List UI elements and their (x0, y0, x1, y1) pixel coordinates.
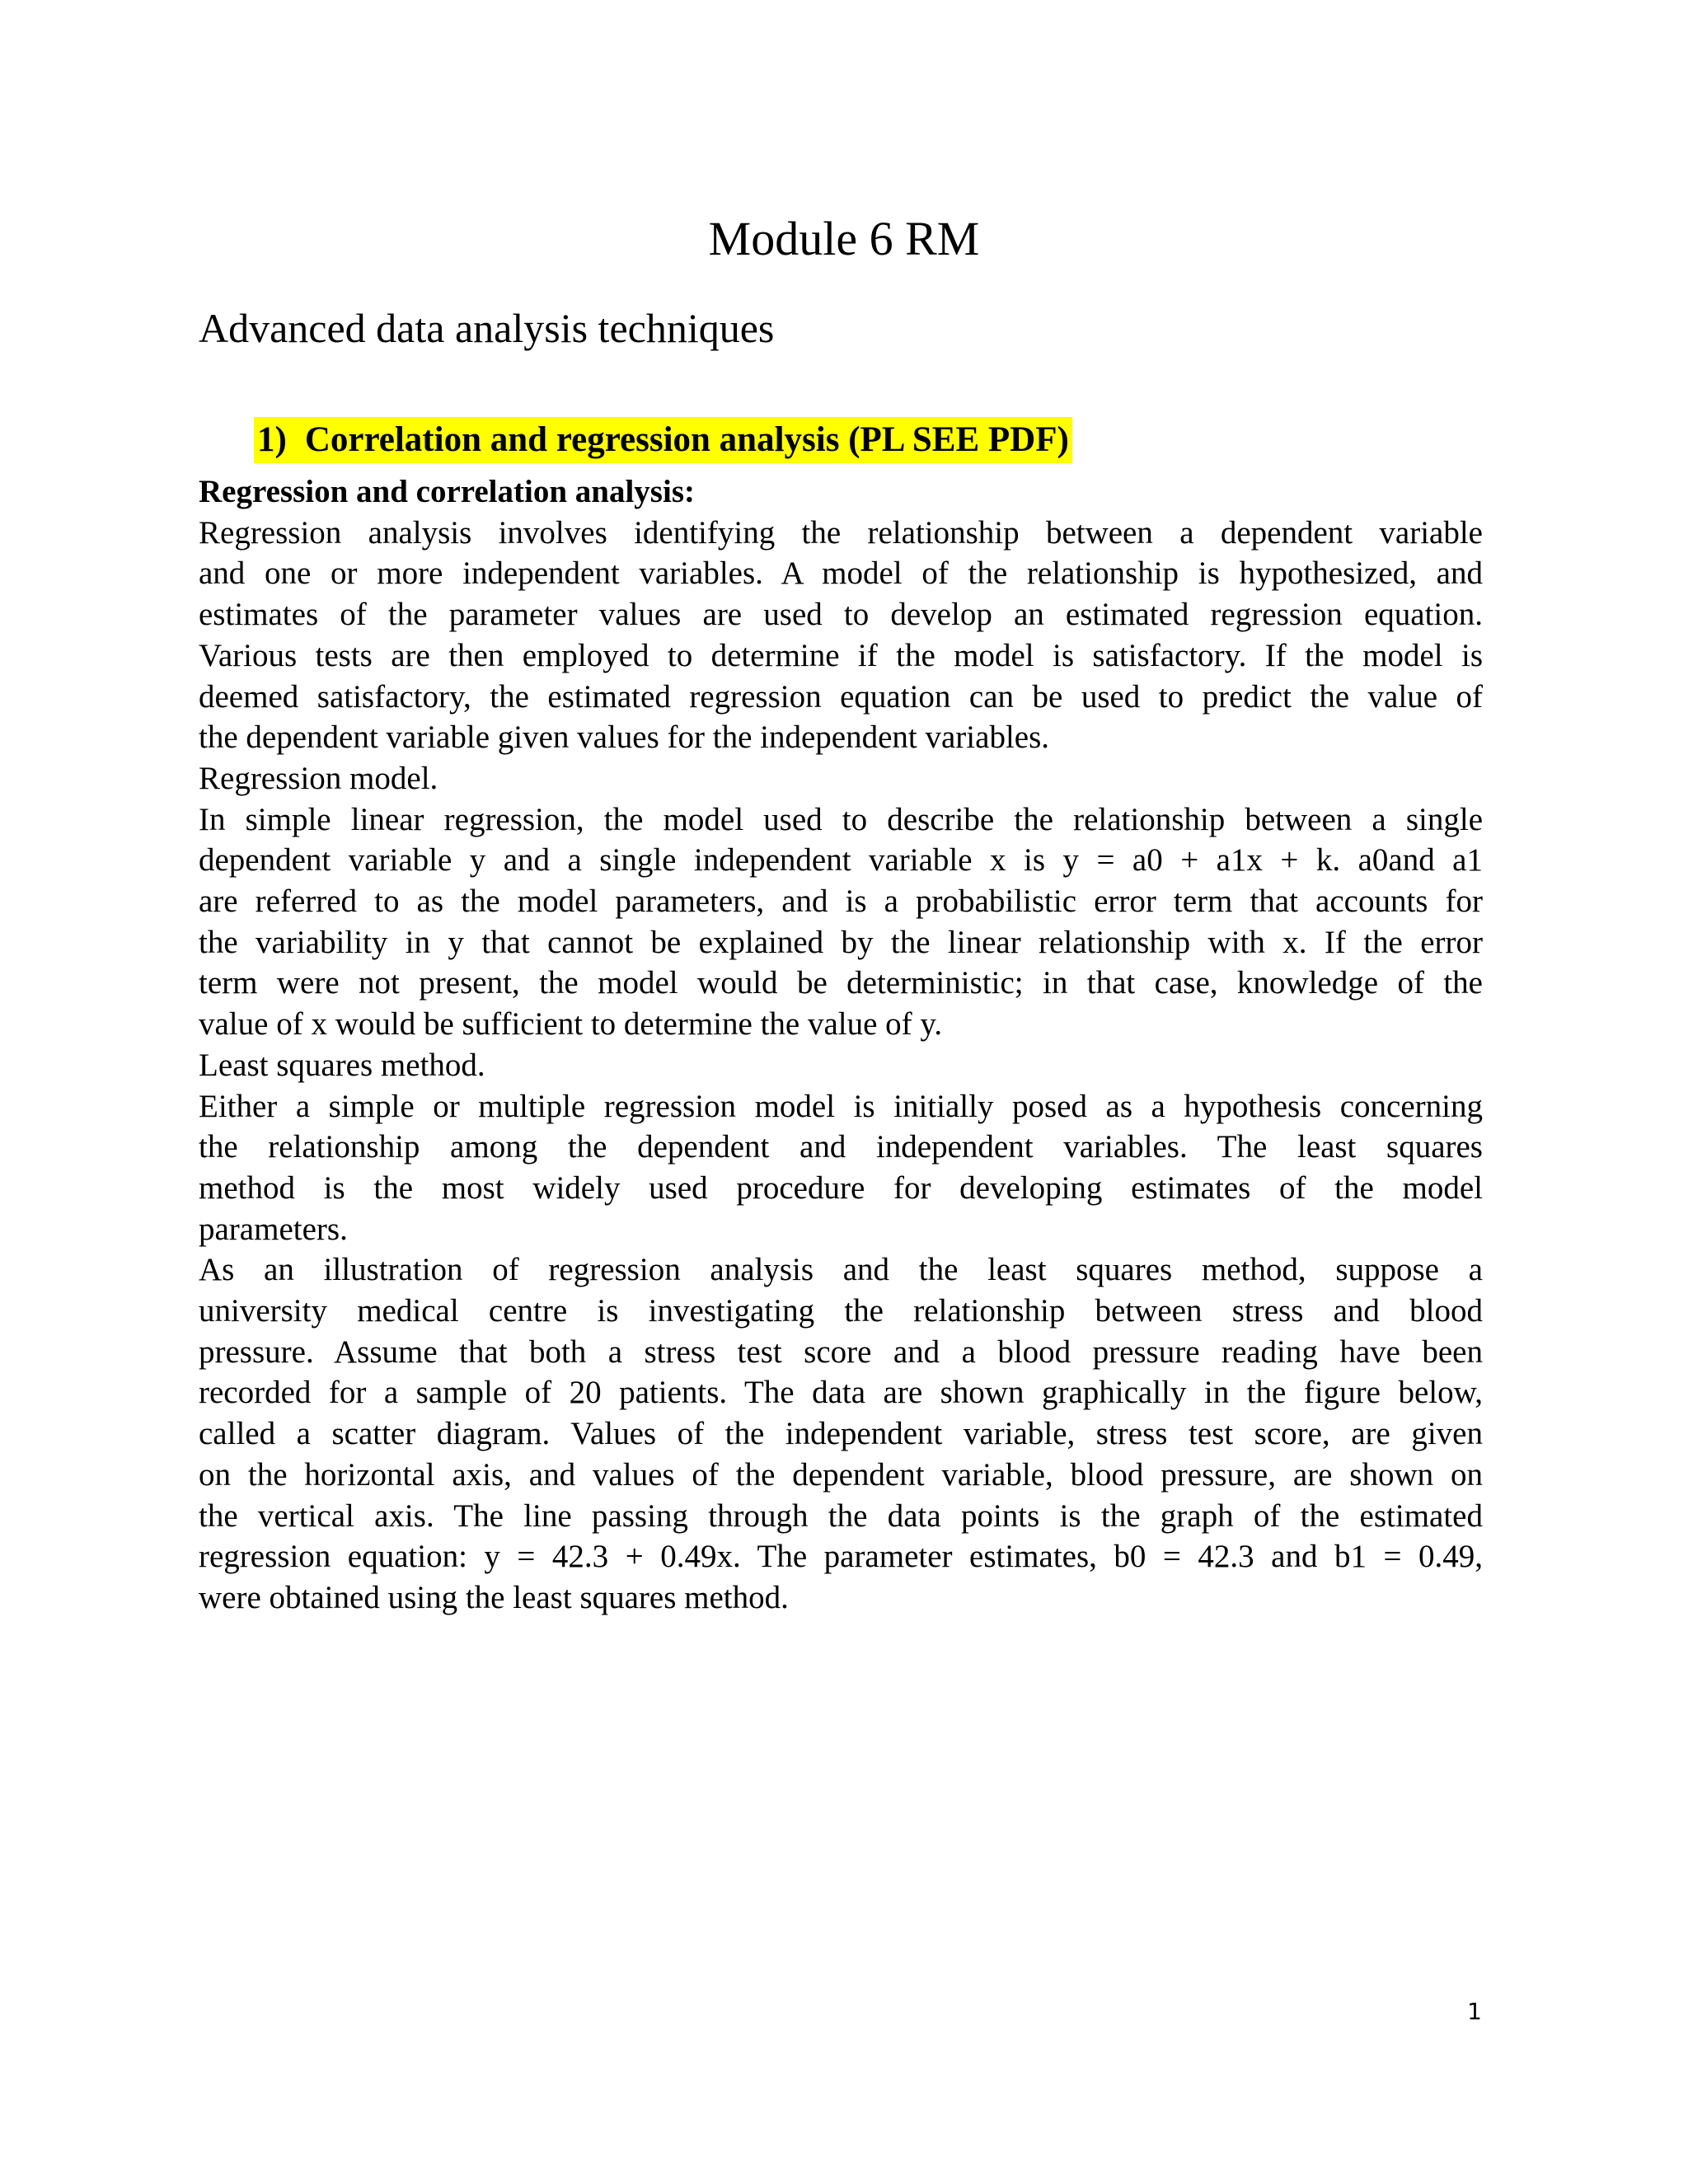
paragraph-line: term were not present, the model would be deterministic; in that case, knowledge of the (199, 965, 1483, 1001)
paragraph-line: the vertical axis. The line passing through the data points is the graph of the estimated (199, 1497, 1483, 1534)
document-subtitle: Advanced data analysis techniques (199, 305, 775, 351)
paragraph-line: In simple linear regression, the model used to describe the relationship between a single (199, 801, 1483, 837)
paragraph-line: the relationship among the dependent and independent variables. The least squares (199, 1129, 1483, 1165)
section-heading-highlighted (254, 417, 1072, 463)
paragraph-least-squares (199, 1086, 1483, 1250)
paragraph-line: As an illustration of regression analysis and the least squares method, suppose a (199, 1252, 1483, 1288)
paragraph-line: pressure. Assume that both a stress test score and a blood pressure reading have been (199, 1333, 1483, 1370)
paragraph-illustration (199, 1249, 1483, 1618)
paragraph-line: dependent variable y and a single independent variable x is y = a0 + a1x + k. a0and a1 (199, 842, 1483, 879)
least-squares-heading: Least squares method. (199, 1047, 485, 1083)
page-number: 1 (1467, 1998, 1482, 2025)
model-heading: Regression model. (199, 760, 438, 796)
paragraph-line: were obtained using the least squares method. (199, 1579, 789, 1615)
paragraph-line: regression equation: y = 42.3 + 0.49x. The parameter estimates, b0 = 42.3 and b1 = 0.49, (199, 1539, 1483, 1575)
section-heading-text: Correlation and regression analysis (PL SEE PDF) (304, 420, 1069, 459)
paragraph-line: Either a simple or multiple regression model is initially posed as a hypothesis concerning (199, 1088, 1483, 1124)
paragraph-line: the variability in y that cannot be explained by the linear relationship with x. If the error (199, 924, 1483, 960)
paragraph-intro (199, 513, 1483, 758)
paragraph-line: Regression analysis involves identifying the relationship between a dependent variable (199, 514, 1483, 551)
paragraph-line: and one or more independent variables. A model of the relationship is hypothesized, and (199, 555, 1483, 592)
paragraph-line: recorded for a sample of 20 patients. The data are shown graphically in the figure below, (199, 1375, 1483, 1411)
paragraph-line: Various tests are then employed to determine if the model is satisfactory. If the model is (199, 637, 1483, 673)
paragraph-line: university medical centre is investigating the relationship between stress and blood (199, 1293, 1483, 1329)
paragraph-line: parameters. (199, 1211, 348, 1247)
paragraph-model (199, 799, 1483, 1045)
paragraph-line: on the horizontal axis, and values of the dependent variable, blood pressure, are shown on (199, 1456, 1483, 1493)
paragraph-line: estimates of the parameter values are used to develop an estimated regression equation. (199, 597, 1483, 633)
subheading: Regression and correlation analysis: (199, 474, 695, 509)
paragraph-line: method is the most widely used procedure for developing estimates of the model (199, 1169, 1483, 1206)
paragraph-line: are referred to as the model parameters, and is a probabilistic error term that accounts for (199, 883, 1483, 920)
document-body (199, 471, 1483, 1619)
paragraph-line: called a scatter diagram. Values of the independent variable, stress test score, are given (199, 1416, 1483, 1452)
paragraph-line: deemed satisfactory, the estimated regression equation can be used to predict the value of (199, 678, 1483, 715)
paragraph-line: value of x would be sufficient to determine the value of y. (199, 1006, 943, 1043)
paragraph-line: the dependent variable given values for the independent variables. (199, 719, 1050, 756)
document-title: Module 6 RM (708, 212, 980, 265)
section-number: 1) (257, 420, 287, 459)
